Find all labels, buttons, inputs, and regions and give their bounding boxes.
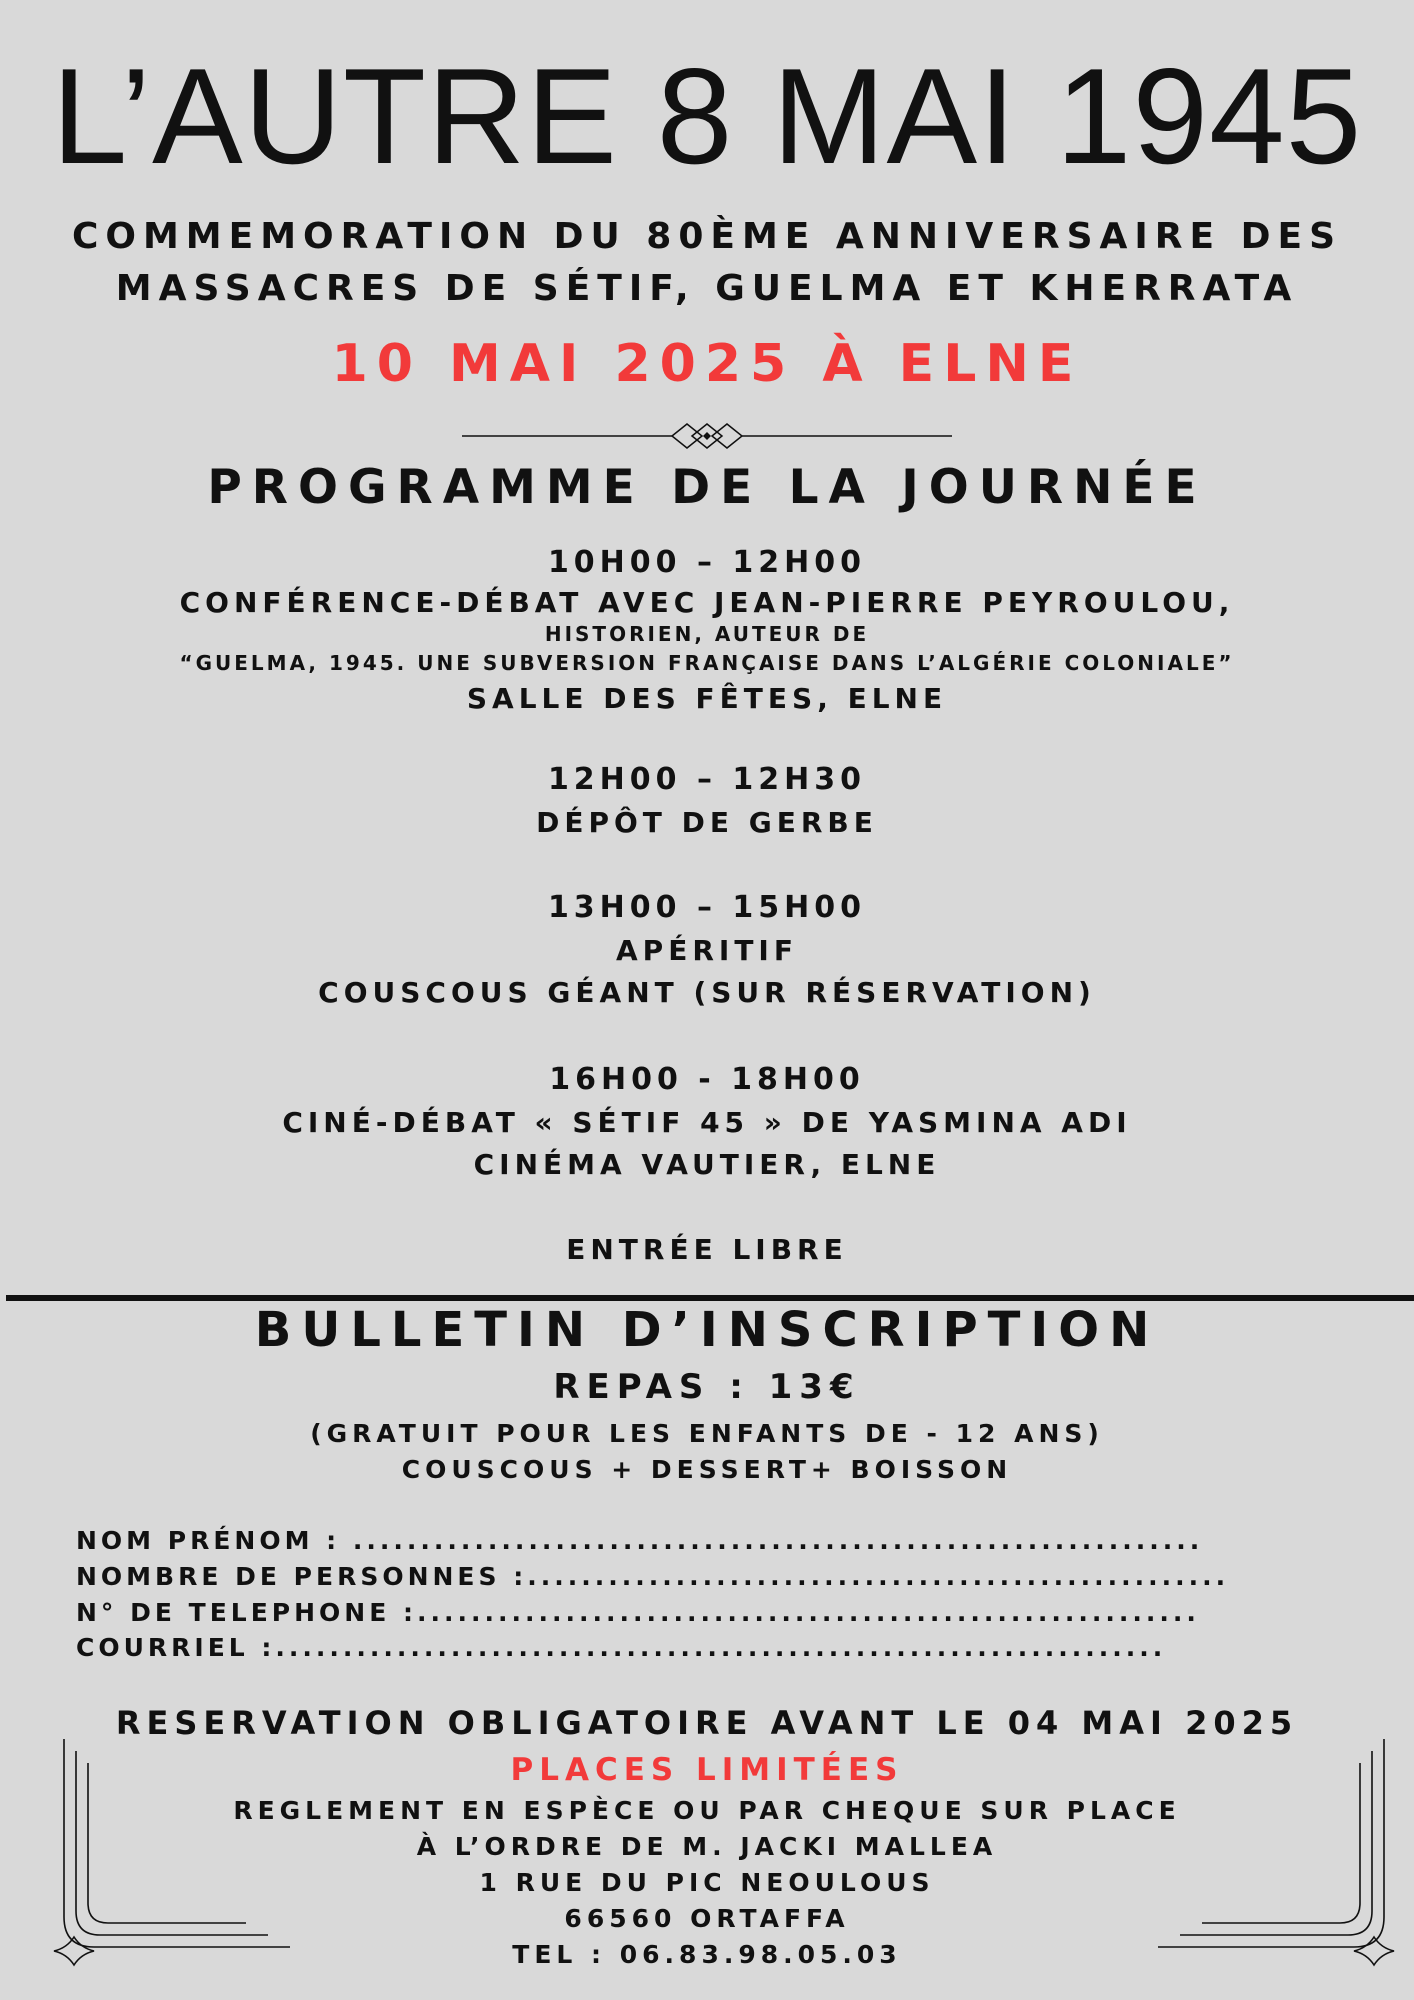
subtitle-line-2: MASSACRES DE SÉTIF, GUELMA ET KHERRATA (115, 268, 1299, 309)
field-label: N° DE TELEPHONE : (76, 1598, 417, 1627)
free-for-children-note: (GRATUIT POUR LES ENFANTS DE - 12 ANS) (310, 1419, 1104, 1448)
free-entry: ENTRÉE LIBRE (566, 1233, 848, 1266)
field-name (76, 1526, 1203, 1555)
bulletin-heading: BULLETIN D’INSCRIPTION (254, 1302, 1160, 1358)
field-label: COURRIEL : (76, 1633, 276, 1662)
slot2-time: 12H00 – 12H30 (547, 762, 867, 797)
field-dots: .......................................................... (417, 1598, 1200, 1627)
address-line-2: 66560 ORTAFFA (564, 1904, 850, 1933)
slot1-line1: CONFÉRENCE-DÉBAT AVEC JEAN-PIERRE PEYROULOU, (179, 586, 1235, 619)
slot3-time: 13H00 – 15H00 (547, 890, 867, 925)
slot1-line3: “GUELMA, 1945. UNE SUBVERSION FRANÇAISE DANS L’ALGÉRIE COLONIALE” (179, 651, 1235, 675)
field-people-count (76, 1562, 1229, 1591)
subtitle-line-1: COMMEMORATION DU 80ÈME ANNIVERSAIRE DES (71, 216, 1343, 257)
slot3-line2: COUSCOUS GÉANT (SUR RÉSERVATION) (318, 976, 1096, 1009)
field-dots: ............................................................... (352, 1526, 1204, 1555)
poster-title: L’AUTRE 8 MAI 1945 (51, 40, 1363, 192)
corner-ornament-right-icon (1150, 1735, 1400, 1985)
field-phone (76, 1598, 1200, 1627)
places-limited: PLACES LIMITÉES (510, 1752, 904, 1788)
address-line-1: 1 RUE DU PIC NEOULOUS (479, 1868, 935, 1897)
slot2-line1: DÉPÔT DE GERBE (536, 806, 878, 839)
field-email (76, 1633, 1166, 1662)
section-divider (6, 1295, 1414, 1301)
menu-line: COUSCOUS + DESSERT+ BOISSON (401, 1455, 1013, 1484)
phone-number: TEL : 06.83.98.05.03 (512, 1940, 902, 1969)
field-label: NOMBRE DE PERSONNES : (76, 1562, 528, 1591)
slot1-time: 10H00 – 12H00 (547, 545, 867, 580)
corner-ornament-left-icon (48, 1735, 298, 1985)
field-dots: .................................................... (527, 1562, 1230, 1591)
slot4-place: CINÉMA VAUTIER, ELNE (473, 1148, 941, 1181)
ornament-divider-icon (460, 418, 954, 454)
field-label: NOM PRÉNOM : (76, 1526, 353, 1555)
slot1-place: SALLE DES FÊTES, ELNE (466, 682, 948, 715)
slot4-line1: CINÉ-DÉBAT « SÉTIF 45 » DE YASMINA ADI (282, 1106, 1132, 1139)
payment-line-2: À L’ORDRE DE M. JACKI MALLEA (416, 1832, 998, 1861)
meal-price: REPAS : 13€ (553, 1367, 861, 1407)
event-date-place: 10 MAI 2025 À ELNE (331, 334, 1083, 394)
slot4-time: 16H00 - 18H00 (549, 1062, 865, 1097)
field-dots: .................................................................. (275, 1633, 1167, 1662)
reservation-deadline: RESERVATION OBLIGATOIRE AVANT LE 04 MAI 2025 (115, 1704, 1299, 1742)
program-heading: PROGRAMME DE LA JOURNÉE (207, 460, 1207, 515)
slot1-line2: HISTORIEN, AUTEUR DE (544, 622, 870, 646)
payment-line-1: REGLEMENT EN ESPÈCE OU PAR CHEQUE SUR PLACE (233, 1796, 1181, 1825)
slot3-line1: APÉRITIF (616, 934, 798, 967)
